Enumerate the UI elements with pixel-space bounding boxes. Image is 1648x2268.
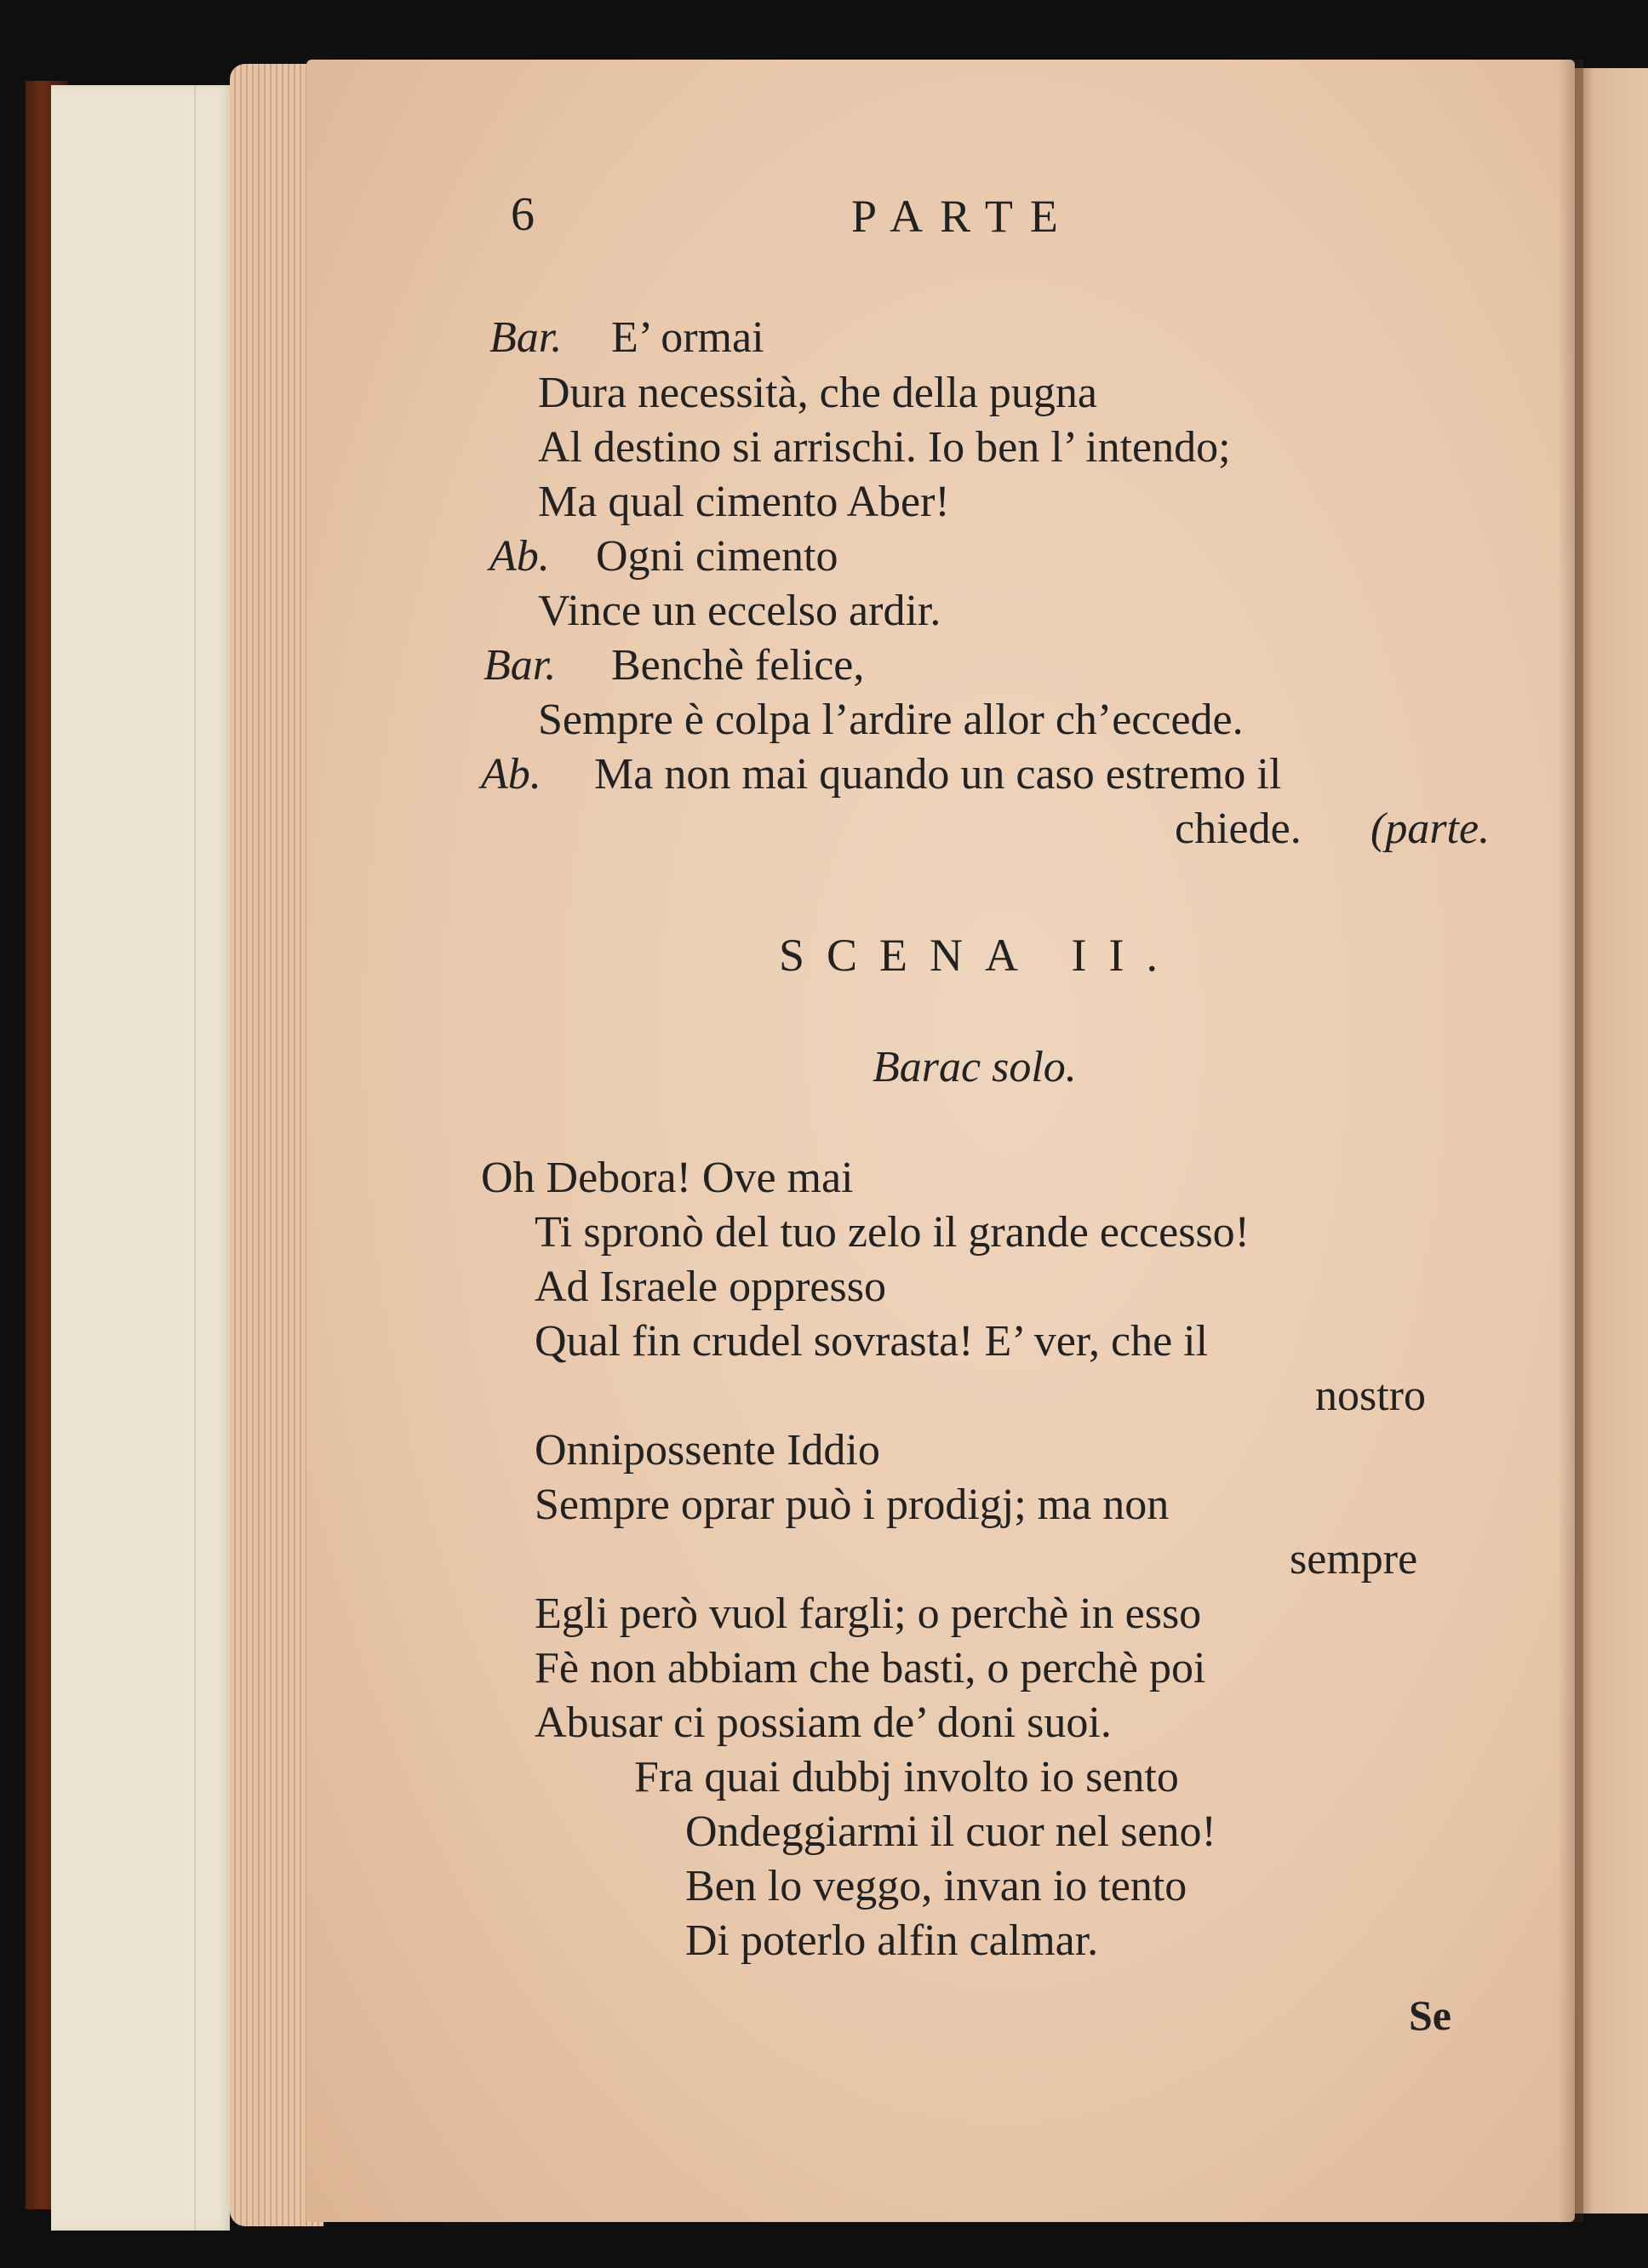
verse-line: chiede. — [1175, 805, 1302, 853]
verse-line: Ma qual cimento Aber! — [538, 478, 950, 526]
verse-line: Dura necessità, che della pugna — [538, 369, 1097, 417]
verse-line: Oh Debora! Ove mai — [481, 1154, 854, 1202]
page-number: 6 — [511, 188, 535, 241]
catchword: Se — [1409, 1991, 1451, 2039]
aria-line: Ondeggiarmi il cuor nel seno! — [685, 1807, 1216, 1856]
verse-line: Vince un eccelso ardir. — [538, 587, 941, 635]
running-title: PARTE — [851, 191, 1075, 242]
verse-line: Egli però vuol fargli; o perchè in esso — [535, 1589, 1202, 1638]
speaker-label: Bar. — [489, 313, 563, 362]
stage-direction: Barac solo. — [873, 1043, 1077, 1091]
stage-direction: (parte. — [1370, 805, 1491, 853]
verse-line: Abusar ci possiam de’ doni suoi. — [535, 1698, 1112, 1747]
speaker-label: Ab. — [481, 750, 541, 799]
verse-line: Onnipossente Iddio — [535, 1426, 880, 1475]
speaker-label: Bar. — [484, 641, 557, 690]
speaker-label: Ab. — [489, 532, 550, 581]
verse-line: Sempre oprar può i prodigj; ma non — [535, 1480, 1170, 1529]
verse-line: nostro — [1315, 1372, 1426, 1420]
endpaper — [51, 85, 230, 2231]
aria-line: Di poterlo alfin calmar. — [685, 1916, 1099, 1965]
aria-line: Fra quai dubbj involto io sento — [634, 1753, 1179, 1801]
verse-line: sempre — [1290, 1535, 1418, 1584]
facing-page-edge — [1575, 68, 1648, 2214]
aria-line: Ben lo veggo, invan io tento — [685, 1862, 1187, 1910]
verse-line: Ad Israele oppresso — [535, 1263, 886, 1311]
verse-line: Ti spronò del tuo zelo il grande eccesso! — [535, 1208, 1250, 1257]
verse-line: Benchè felice, — [611, 641, 865, 690]
verse-line: Ogni cimento — [596, 532, 838, 581]
verse-line: E’ ormai — [611, 313, 764, 362]
page-gutter-shadow — [1558, 60, 1583, 2222]
verse-line: Ma non mai quando un caso estremo il — [594, 750, 1282, 799]
verse-line: Fè non abbiam che basti, o perchè poi — [535, 1644, 1206, 1692]
verse-line: Al destino si arrischi. Io ben l’ intendo; — [538, 423, 1231, 472]
verse-line: Qual fin crudel sovrasta! E’ ver, che il — [535, 1317, 1209, 1366]
verse-line: Sempre è colpa l’ardire allor ch’eccede. — [538, 696, 1244, 744]
scene-heading: SCENA II. — [779, 930, 1181, 981]
